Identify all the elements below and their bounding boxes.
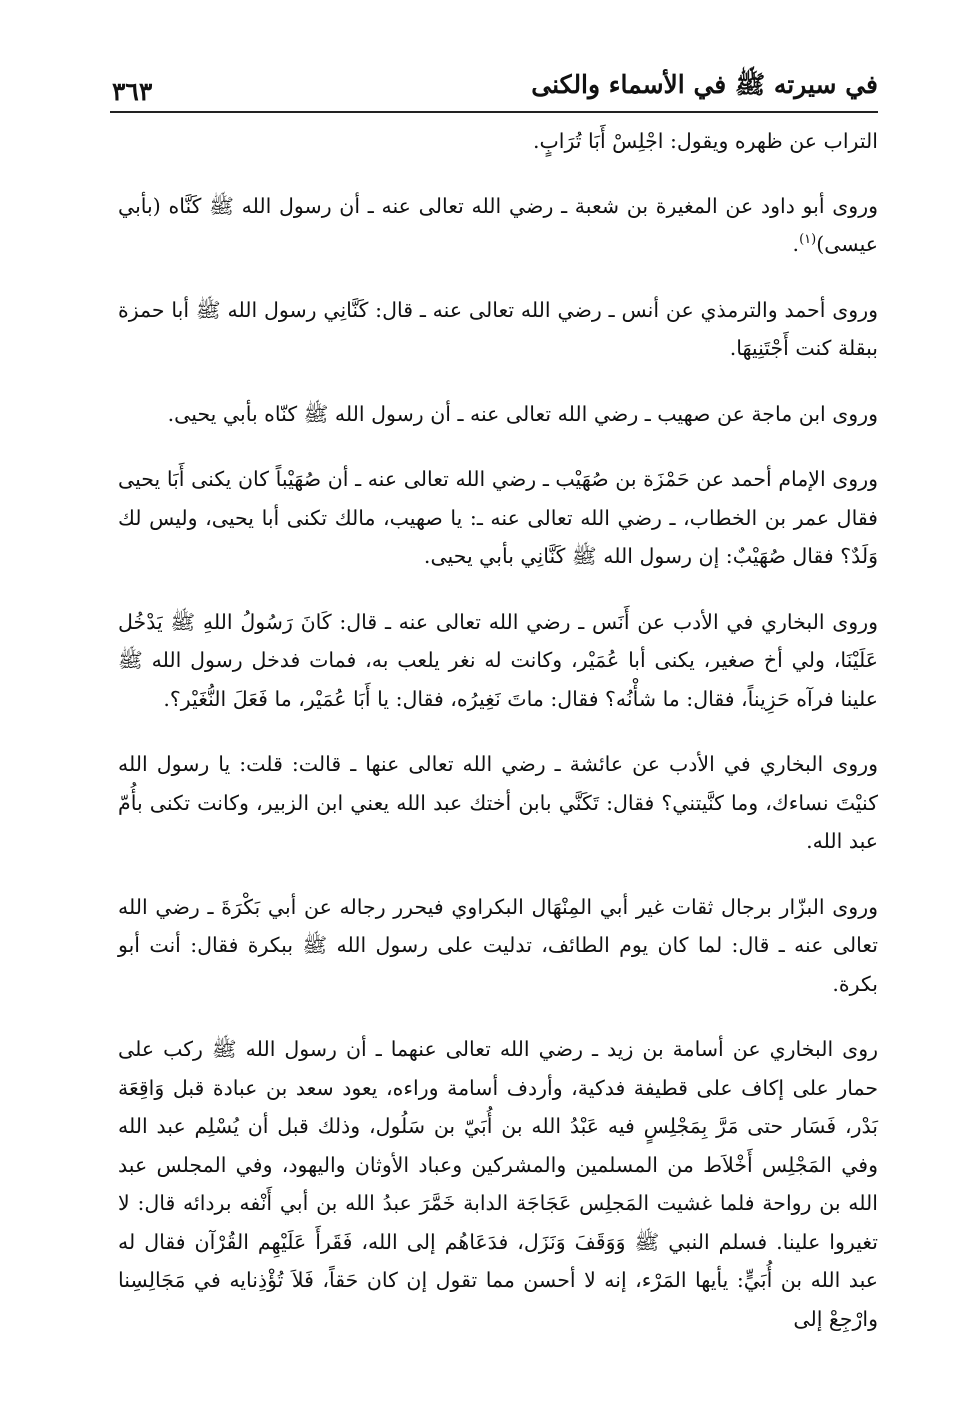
paragraph: وروى أحمد والترمذي عن أنس ـ رضي الله تعالى عنه ـ قال: كَنَّانِي رسول الله ﷺ أبا حمزة ببقلة كنت أَجْتَنِيهَا. xyxy=(118,297,878,360)
page-number: ٣٦٣ xyxy=(112,77,153,106)
paragraph: التراب عن ظهره ويقول: اجْلِسْ أَبَا تُرَابٍ. xyxy=(532,129,878,153)
footnote-marker: (١) xyxy=(799,232,817,248)
paragraph: وروى البخاري في الأدب عن أَنَس ـ رضي الله تعالى عنه ـ قال: كَانَ رَسُولُ اللهِ ﷺ يَدْخُل عَلَيْنَا، ولي أخ صغير، يكنى أبا عُمَيْر، وكانت له نغر يلعب به، فمات فدخل رسول الله ﷺ علينا فرآه حَزِيناً، فقال: ما شأْنُه؟ فقال: ماتَ نَغِيرُه، فقال: يا أَبَا عُمَيْر، ما فَعَلَ النُّغَيْر؟. xyxy=(118,609,878,711)
paragraph: وروى ابن ماجة عن صهيب ـ رضي الله تعالى عنه ـ أن رسول الله ﷺ كنّاه بأبي يحيى. xyxy=(167,401,878,426)
paragraph: وروى البزّار برجال ثقات غير أبي المِنْهَال البكراوي فيحرر رجاله عن أبي بَكْرَةَ ـ رضي الله تعالى عنه ـ قال: لما كان يوم الطائف، تدليت على رسول الله ﷺ ببكرة فقال: أنت أبو بكرة. xyxy=(118,894,878,996)
paragraph: وروى البخاري في الأدب عن عائشة ـ رضي الله تعالى عنها ـ قالت: قلت: يا رسول الله كنيْتَ نساءك، وما كنَّيتني؟ فقال: تَكَنَّي بابن أختك عبد الله يعني ابن الزبير، وكانت تكنى بأُمّ عبد الله. xyxy=(118,752,878,853)
paragraph: وروى الإمام أحمد عن حَمْزَة بن صُهَيْب ـ رضي الله تعالى عنه ـ أن صُهَيْباً كان يكنى أَبَا يحيى فقال عمر بن الخطاب، ـ رضي الله تعالى عنه ـ: يا صهيب، مالك تكنى أبا يحيى، وليس لك وَلَدٌ؟ فقال صُهَيْبٌ: إن رسول الله ﷺ كَنَّانِي بأبي يحيى. xyxy=(118,467,878,568)
page-header xyxy=(112,62,878,106)
header-rule xyxy=(110,111,878,113)
paragraph: وروى أبو داود عن المغيرة بن شعبة ـ رضي الله تعالى عنه ـ أن رسول الله ﷺ كَنَّاه (بأبي عيسى)$^{(١)}$. xyxy=(118,193,878,256)
paragraph: روى البخاري عن أسامة بن زيد ـ رضي الله تعالى عنهما ـ أن رسول الله ﷺ ركب على حمار على إكاف على قطيفة فدكية، وأردف أسامة وراءه، يعود سعد بن عبادة قبل وَاقِعَة بَدْر، فَسَار حتى مَرَّ بِمَجْلِسٍ فيه عَبْدُ الله بن أُبَيّ بن سَلُول، وذلك قبل أن يُسْلِم عبد الله وفي المَجْلِس أَخْلاَط من المسلمين والمشركين وعباد الأوثان واليهود، وفي المجلس عبد الله بن رواحة فلما غشيت المَجلِس عَجَاجَة الدابة خَمَّرَ عبدُ الله بن أبي أَنْفه بردائه قال: لا تغيروا علينا. فسلم النبي ﷺ وَوَقَفَ وَنَزَل، فدَعَاهُم إلى الله، فَقَرأَ عَلَيْهِم القُرْآن فقال له عبد الله بن أُبَيٍّ: يأيها المَرْء، إنه لا أحسن مما تقول إن كان حَقاً، فَلاَ تُؤْذِنايه في مَجَالِسِنا وارْجِعْ إلى xyxy=(118,1037,878,1331)
running-title: في سيرته ﷺ في الأسماء والكنى xyxy=(531,70,878,99)
body-text xyxy=(118,122,878,1365)
